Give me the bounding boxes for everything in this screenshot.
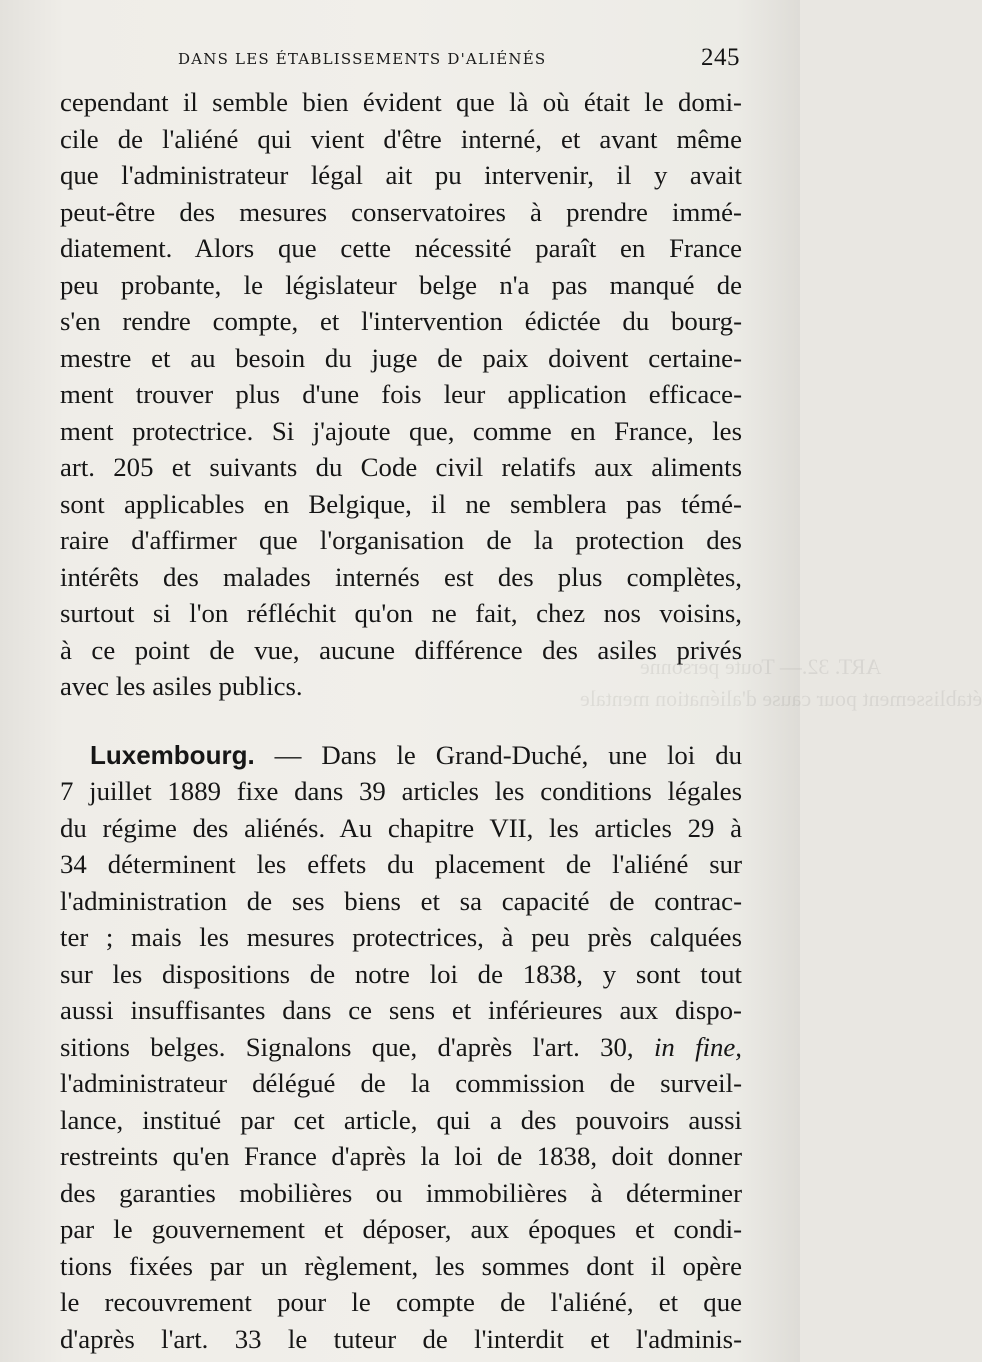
text-line: raire d'affirmer que l'organisation de la protection des [60, 525, 742, 555]
page-header [60, 44, 740, 74]
text-line: d'après l'art. 33 le tuteur de l'interdit et l'adminis- [60, 1323, 742, 1354]
text-line: du régime des aliénés. Au chapitre VII, les articles 29 à [60, 812, 742, 843]
text-line: le recouvrement pour le compte de l'aliéné, et que [60, 1287, 742, 1317]
text-line: l'administration de ses biens et sa capacité de contrac- [60, 885, 742, 916]
italic-phrase: in fine, [653, 1031, 743, 1062]
text-line: à ce point de vue, aucune différence des asiles privés [60, 634, 742, 665]
text-line: 7 juillet 1889 fixe dans 39 articles les conditions légales [60, 776, 742, 806]
paragraph-2 [60, 737, 742, 1358]
text-line: que l'administrateur légal ait pu intervenir, il y avait [60, 160, 742, 190]
text-line: ter ; mais les mesures protectrices, à peu près calquées [60, 922, 742, 952]
text-line [60, 1029, 742, 1066]
text-line: avec les asiles publics. [60, 671, 303, 701]
text-line: art. 205 et suivants du Code civil relatifs aux aliments [60, 452, 742, 482]
text-line: sur les dispositions de notre loi de 1838, y sont tout [60, 958, 742, 989]
body-text [60, 84, 742, 1357]
running-title: DANS LES ÉTABLISSEMENTS D'ALIÉNÉS [178, 50, 547, 68]
paragraph-1 [60, 84, 742, 705]
text-line: lance, institué par cet article, qui a des pouvoirs aussi [60, 1104, 742, 1135]
line-text: sitions belges. Signalons que, d'après l'art. 30, [60, 1031, 634, 1062]
page-number: 245 [701, 44, 740, 71]
text-line: peut-être des mesures conservatoires à prendre immé- [60, 196, 742, 227]
text-line: ment trouver plus d'une fois leur application efficace- [60, 379, 742, 409]
text-line: des garanties mobilières ou immobilières à déterminer [60, 1177, 742, 1208]
lead-line-rest: — Dans le Grand-Duché, une loi du [274, 739, 742, 770]
text-line: 34 déterminent les effets du placement de l'aliéné sur [60, 849, 742, 879]
text-line: cile de l'aliéné qui vient d'être interné, et avant même [60, 123, 742, 154]
text-line: s'en rendre compte, et l'intervention édictée du bourg- [60, 306, 742, 336]
text-line: cependant il semble bien évident que là où était le domi- [60, 87, 742, 117]
text-line: peu probante, le législateur belge n'a pas manqué de [60, 269, 742, 300]
text-line: l'administrateur délégué de la commission de surveil- [60, 1068, 742, 1098]
text-line: diatement. Alors que cette nécessité paraît en France [60, 233, 742, 263]
text-line: tions fixées par un règlement, les sommes dont il opère [60, 1250, 742, 1281]
text-line: ment protectrice. Si j'ajoute que, comme en France, les [60, 415, 742, 446]
text-line: sont applicables en Belgique, il ne semblera pas témé- [60, 488, 742, 519]
text-line: surtout si l'on réfléchit qu'on ne fait, chez nos voisins, [60, 598, 742, 628]
text-line: intérêts des malades internés est des plus complètes, [60, 561, 742, 592]
text-line [60, 737, 742, 774]
text-line: mestre et au besoin du juge de paix doivent certaine- [60, 342, 742, 373]
bleed-through-text: établissement pour cause d'aliénation mentale [580, 686, 982, 711]
section-lead-heading: Luxembourg. [90, 739, 255, 770]
text-line: par le gouvernement et déposer, aux époques et condi- [60, 1214, 742, 1244]
text-line: aussi insuffisantes dans ce sens et inférieures aux dispo- [60, 995, 742, 1025]
bleed-through-text: ART. 32.— Toute personne [640, 654, 882, 679]
text-line: restreints qu'en France d'après la loi de 1838, doit donner [60, 1141, 742, 1171]
paragraph-gap [60, 705, 742, 737]
